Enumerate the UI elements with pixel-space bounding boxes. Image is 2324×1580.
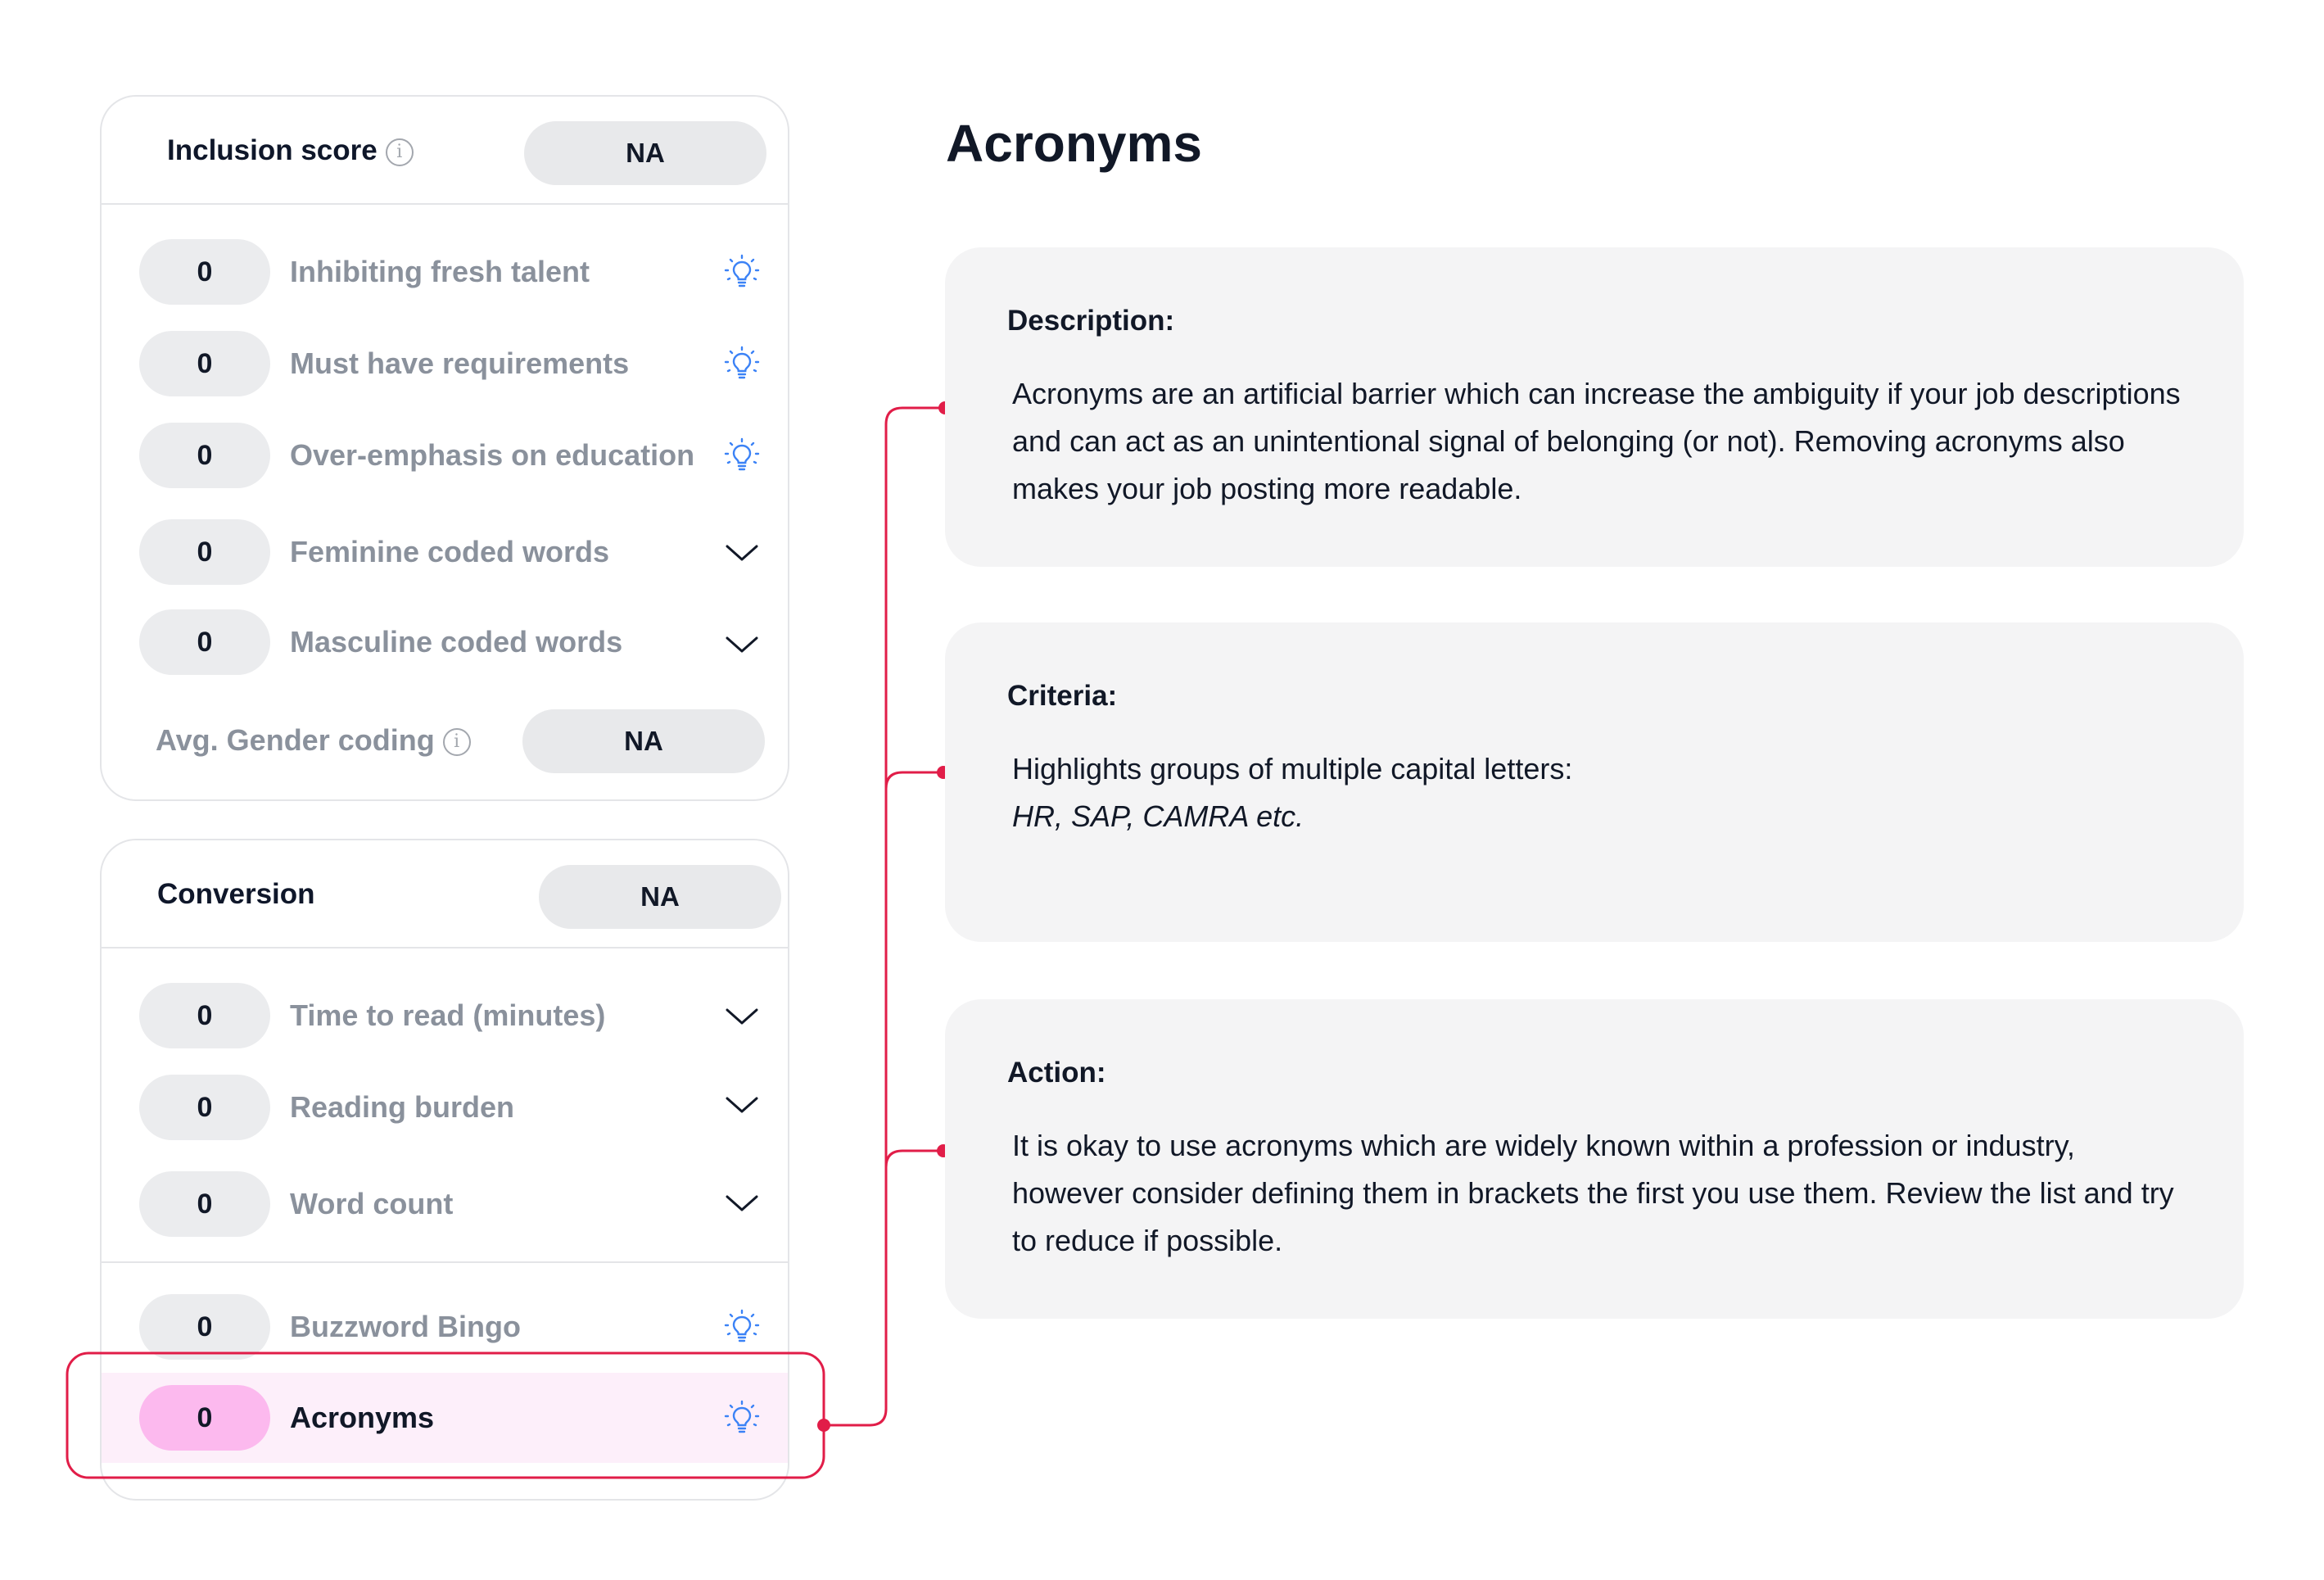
connector-dot <box>817 1419 830 1432</box>
action-text: It is okay to use acronyms which are widely known within a profession or industry, however consider defining them in brackets the first you use them. Review the list and try to reduce if possible. <box>1012 1129 2174 1257</box>
metric-label: Feminine coded words <box>290 535 610 568</box>
metric-score: 0 <box>139 239 270 305</box>
detail-title: Acronyms <box>946 114 1202 173</box>
metric-label: Time to read (minutes) <box>290 998 606 1032</box>
selection-highlight-outline <box>67 1353 824 1478</box>
metric-label: Inhibiting fresh talent <box>290 255 590 288</box>
conversion-title: Conversion <box>157 878 315 910</box>
metric-label: Over-emphasis on education <box>290 438 695 472</box>
conversion-value: NA <box>539 865 781 929</box>
metric-label: Reading burden <box>290 1090 515 1124</box>
info-icon[interactable]: i <box>386 138 414 166</box>
metric-score: 0 <box>139 1294 270 1360</box>
connector-line-criteria <box>886 772 945 789</box>
description-heading: Description: <box>1007 305 1175 337</box>
description-box <box>945 247 2244 567</box>
criteria-heading: Criteria: <box>1007 680 1118 712</box>
metric-label: Acronyms <box>290 1401 435 1434</box>
metric-label: Word count <box>290 1187 454 1220</box>
criteria-examples: HR, SAP, CAMRA etc. <box>1012 799 1304 833</box>
metric-label: Masculine coded words <box>290 625 623 659</box>
connector-line-action <box>886 1151 945 1167</box>
avg-gender-coding-value: NA <box>522 709 765 773</box>
inclusion-score-value: NA <box>524 121 766 185</box>
metric-score: 0 <box>139 331 270 396</box>
inclusion-score-title: Inclusion score <box>167 134 378 166</box>
metric-score: 0 <box>139 983 270 1048</box>
metric-score: 0 <box>139 1075 270 1140</box>
criteria-text: Highlights groups of multiple capital letters: <box>1012 752 1573 785</box>
metric-score: 0 <box>139 423 270 488</box>
connector-line-description <box>824 408 945 1425</box>
description-text: Acronyms are an artificial barrier which can increase the ambiguity if your job descriptions and can act as an unintentional signal of belonging (or not). Removing acronyms also makes your job posting more readable. <box>1012 377 2181 505</box>
avg-gender-coding-label: Avg. Gender coding <box>156 723 435 757</box>
metric-score: 0 <box>139 609 270 675</box>
action-heading: Action: <box>1007 1057 1106 1089</box>
metric-score: 0 <box>139 1171 270 1237</box>
metric-score: 0 <box>139 519 270 585</box>
metric-label: Buzzword Bingo <box>290 1310 521 1343</box>
criteria-box <box>945 622 2244 942</box>
info-icon[interactable]: i <box>443 728 471 756</box>
metric-label: Must have requirements <box>290 346 630 380</box>
metric-score: 0 <box>139 1385 270 1451</box>
action-box <box>945 999 2244 1319</box>
